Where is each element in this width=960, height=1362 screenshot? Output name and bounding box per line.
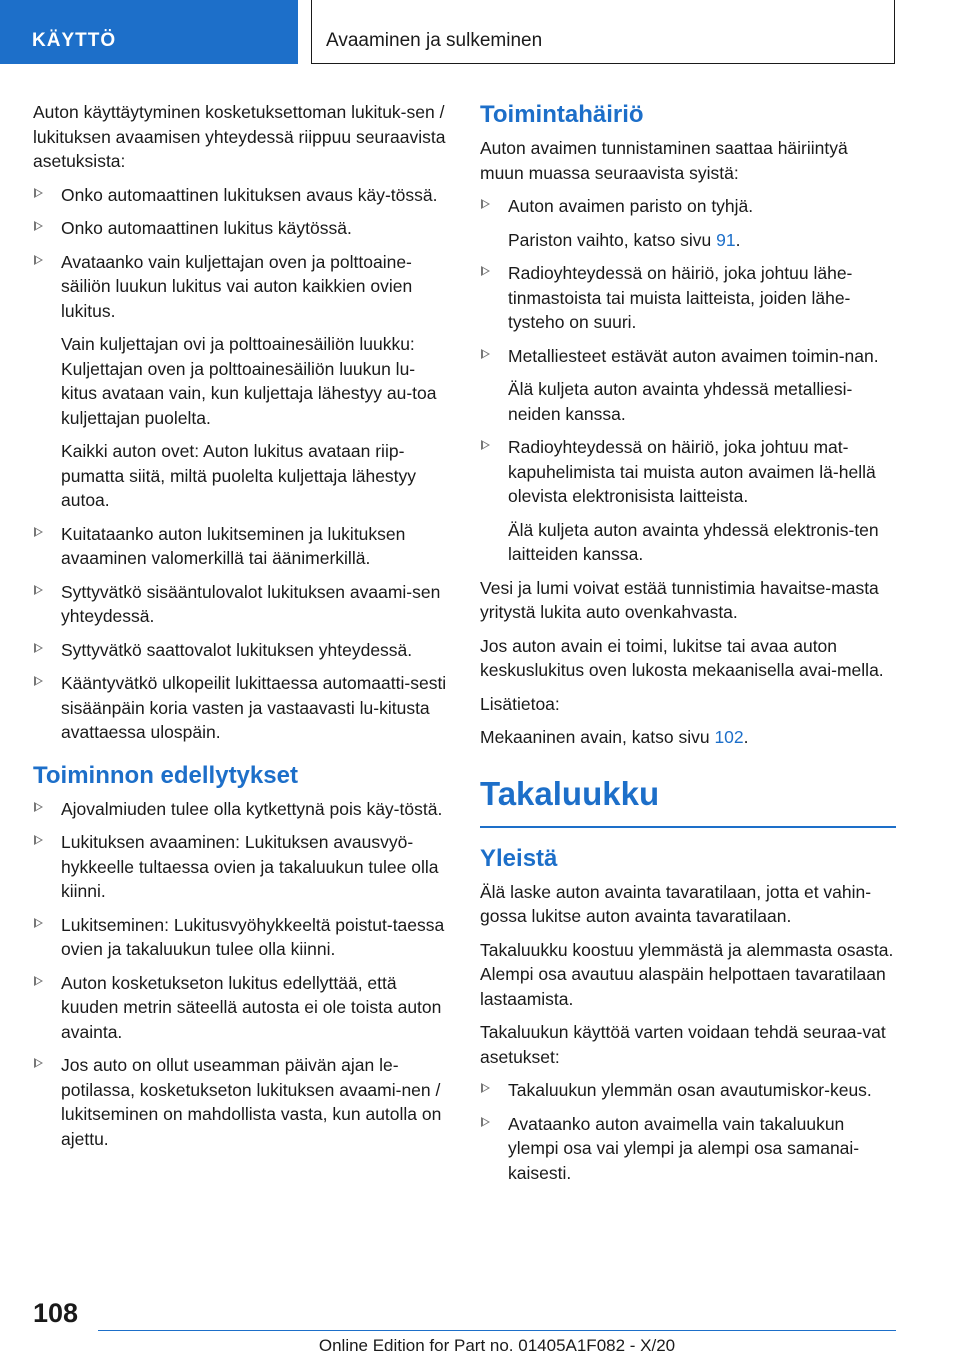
page-number: 108 bbox=[33, 1298, 79, 1328]
reference-text: Pariston vaihto, katso sivu bbox=[508, 229, 717, 250]
list-item-text: Onko automaattinen lukitus käytössä. bbox=[61, 218, 352, 238]
tailgate-settings-list bbox=[480, 1078, 896, 1185]
bullet-triangle-icon bbox=[34, 188, 43, 198]
list-item-text: Syttyvätkö saattovalot lukituksen yhteydessä. bbox=[61, 639, 413, 660]
bullet-triangle-icon bbox=[34, 585, 43, 595]
bullet-triangle-icon bbox=[34, 918, 43, 928]
list-item-text: Kääntyvätkö ulkopeilit lukittaessa automaatti-sesti sisäänpäin koria vasten ja vastaavasti lu-kitusta avattaessa ulospäin. bbox=[61, 673, 447, 742]
prerequisites-list bbox=[33, 797, 447, 1152]
general-heading: Yleistä bbox=[480, 844, 558, 872]
list-item-text: Lukitseminen: Lukitusvyöhykkeeltä poistut-taessa ovien ja takaluukun tulee olla kiinni. bbox=[61, 914, 445, 959]
list-item-text: Syttyvätkö sisääntulovalot lukituksen avaami-sen yhteydessä. bbox=[61, 581, 441, 626]
bullet-triangle-icon bbox=[481, 1117, 490, 1127]
footer-edition: Online Edition for Part no. 01405A1F082 - X/20 bbox=[318, 1336, 676, 1355]
intro-paragraph: Auton käyttäytyminen kosketuksettoman lukituk-sen / lukituksen avaamisen yhteydessä riippuu seuraavista asetuksista: bbox=[33, 102, 446, 171]
general-paragraph: Älä laske auton avainta tavaratilaan, jotta et vahin-gossa lukitse auton avainta tavaratilaan. bbox=[480, 881, 872, 926]
list-item-text: Metalliesteet estävät auton avaimen toimin-nan. bbox=[508, 345, 879, 366]
bullet-triangle-icon bbox=[34, 255, 43, 265]
list-item-text: Avataanko vain kuljettajan oven ja polttoaine-säiliön luukun lukitus vai auton kaikkien ovien lukitus. bbox=[61, 251, 413, 321]
bullet-triangle-icon bbox=[34, 835, 43, 845]
list-item bbox=[33, 216, 447, 241]
list-item-text: Takaluukun ylemmän osan avautumiskor-keus. bbox=[508, 1080, 872, 1100]
list-item bbox=[33, 797, 447, 822]
tailgate-heading: Takaluukku bbox=[480, 772, 896, 828]
list-item-text: Onko automaattinen lukituksen avaus käy-tössä. bbox=[61, 184, 438, 205]
list-item-text: Radioyhteydessä on häiriö, joka johtuu lähe-tinmastoista tai muista laitteista, joiden lähe-tysteho on suuri. bbox=[508, 263, 853, 332]
list-item-note: Kaikki auton ovet: Auton lukitus avataan riip-pumatta siitä, miltä puolelta kuljettaja lähestyy autoa. bbox=[61, 441, 417, 510]
bullet-triangle-icon bbox=[481, 199, 490, 209]
list-item bbox=[33, 971, 447, 1045]
list-item bbox=[33, 183, 447, 208]
list-item-text: Auton kosketukseton lukitus edellyttää, että kuuden metrin säteellä autosta ei ole toista auton avainta. bbox=[61, 972, 442, 1042]
list-item bbox=[480, 1112, 896, 1186]
list-item-text: Ajovalmiuden tulee olla kytkettynä pois käy-töstä. bbox=[61, 798, 443, 819]
general-paragraph: Takaluukun käyttöä varten voidaan tehdä seuraa-vat asetukset: bbox=[480, 1022, 886, 1067]
list-item-note: Vain kuljettajan ovi ja polttoainesäiliön luukku: Kuljettajan oven ja polttoainesäiliön luukun lu-kitus avataan vain, kun kuljettaja lähestyy au-toa kuljettajan puolelta. bbox=[61, 334, 437, 428]
bullet-triangle-icon bbox=[34, 643, 43, 653]
prerequisites-heading: Toiminnon edellytykset bbox=[33, 761, 298, 789]
reference-end: . bbox=[735, 229, 741, 250]
list-item bbox=[33, 830, 447, 904]
list-item-note: Älä kuljeta auton avainta yhdessä elektronis-ten laitteiden kanssa. bbox=[508, 519, 879, 564]
list-item bbox=[33, 580, 447, 629]
list-item-text: Kuitataanko auton lukitseminen ja lukituksen avaaminen valomerkillä tai äänimerkillä. bbox=[61, 523, 406, 568]
bullet-triangle-icon bbox=[34, 221, 43, 231]
list-item bbox=[480, 261, 896, 335]
list-item bbox=[33, 671, 447, 745]
chapter-title: Avaaminen ja sulkeminen bbox=[311, 0, 895, 64]
list-item-text: Jos auto on ollut useamman päivän ajan le-potilassa, kosketukseton lukituksen avaami-nen / lukitseminen on mahdollista vasta, kun autolla on ajettu. bbox=[61, 1055, 442, 1149]
malfunction-intro: Auton avaimen tunnistaminen saattaa häiriintyä muun muassa seuraavista syistä: bbox=[480, 138, 848, 183]
list-item-text: Auton avaimen paristo on tyhjä. bbox=[508, 196, 754, 216]
list-item-note: Älä kuljeta auton avainta yhdessä metalliesi-neiden kanssa. bbox=[508, 379, 853, 424]
list-item-text: Radioyhteydessä on häiriö, joka johtuu mat-kapuhelimista tai muista auton avaimen lä-hellä olevista elektronisista laitteista. bbox=[508, 437, 876, 506]
page-link[interactable]: 91 bbox=[716, 229, 736, 250]
list-item bbox=[33, 638, 447, 663]
snow-paragraph: Vesi ja lumi voivat estää tunnistimia havaitse-masta yritystä lukita auto ovenkahvasta. bbox=[480, 577, 879, 622]
list-item bbox=[33, 522, 447, 571]
list-item bbox=[480, 1078, 896, 1103]
general-paragraph: Takaluukku koostuu ylemmästä ja alemmasta osasta. Alempi osa avautuu alaspäin helpottaen tavaratilaan lastaamista. bbox=[480, 939, 894, 1009]
footer-divider bbox=[98, 1330, 896, 1331]
mechanical-key-reference bbox=[480, 725, 896, 750]
reference-text: Mekaaninen avain, katso sivu bbox=[480, 727, 715, 747]
bullet-triangle-icon bbox=[34, 676, 43, 686]
malfunction-heading: Toimintahäiriö bbox=[480, 101, 644, 128]
reference-end: . bbox=[743, 727, 749, 747]
list-item bbox=[33, 913, 447, 962]
more-info-label: Lisätietoa: bbox=[480, 693, 560, 714]
settings-list bbox=[33, 183, 447, 745]
bullet-triangle-icon bbox=[481, 1083, 490, 1093]
list-item-note bbox=[508, 228, 896, 253]
list-item bbox=[33, 250, 447, 513]
bullet-triangle-icon bbox=[34, 802, 43, 812]
list-item bbox=[480, 435, 896, 567]
page-link[interactable]: 102 bbox=[714, 727, 744, 747]
bullet-triangle-icon bbox=[481, 349, 490, 359]
left-column bbox=[33, 100, 447, 1160]
list-item bbox=[480, 194, 896, 252]
causes-list bbox=[480, 194, 896, 567]
right-column bbox=[480, 100, 896, 1194]
key-paragraph: Jos auton avain ei toimi, lukitse tai avaa auton keskuslukitus oven lukosta mekaanisella avai-mella. bbox=[480, 635, 884, 680]
bullet-triangle-icon bbox=[34, 527, 43, 537]
bullet-triangle-icon bbox=[481, 440, 490, 450]
bullet-triangle-icon bbox=[34, 976, 43, 986]
list-item bbox=[33, 1053, 447, 1151]
list-item bbox=[480, 344, 896, 427]
list-item-text: Avataanko auton avaimella vain takaluukun ylempi osa vai ylempi ja alempi osa samanai-kaisesti. bbox=[508, 1113, 860, 1183]
list-item-text: Lukituksen avaaminen: Lukituksen avausvyö-hykkeelle tultaessa ovien ja takaluukun tulee olla kiinni. bbox=[61, 832, 439, 901]
bullet-triangle-icon bbox=[481, 266, 490, 276]
section-tab: KÄYTTÖ bbox=[0, 0, 298, 64]
bullet-triangle-icon bbox=[34, 1058, 43, 1068]
